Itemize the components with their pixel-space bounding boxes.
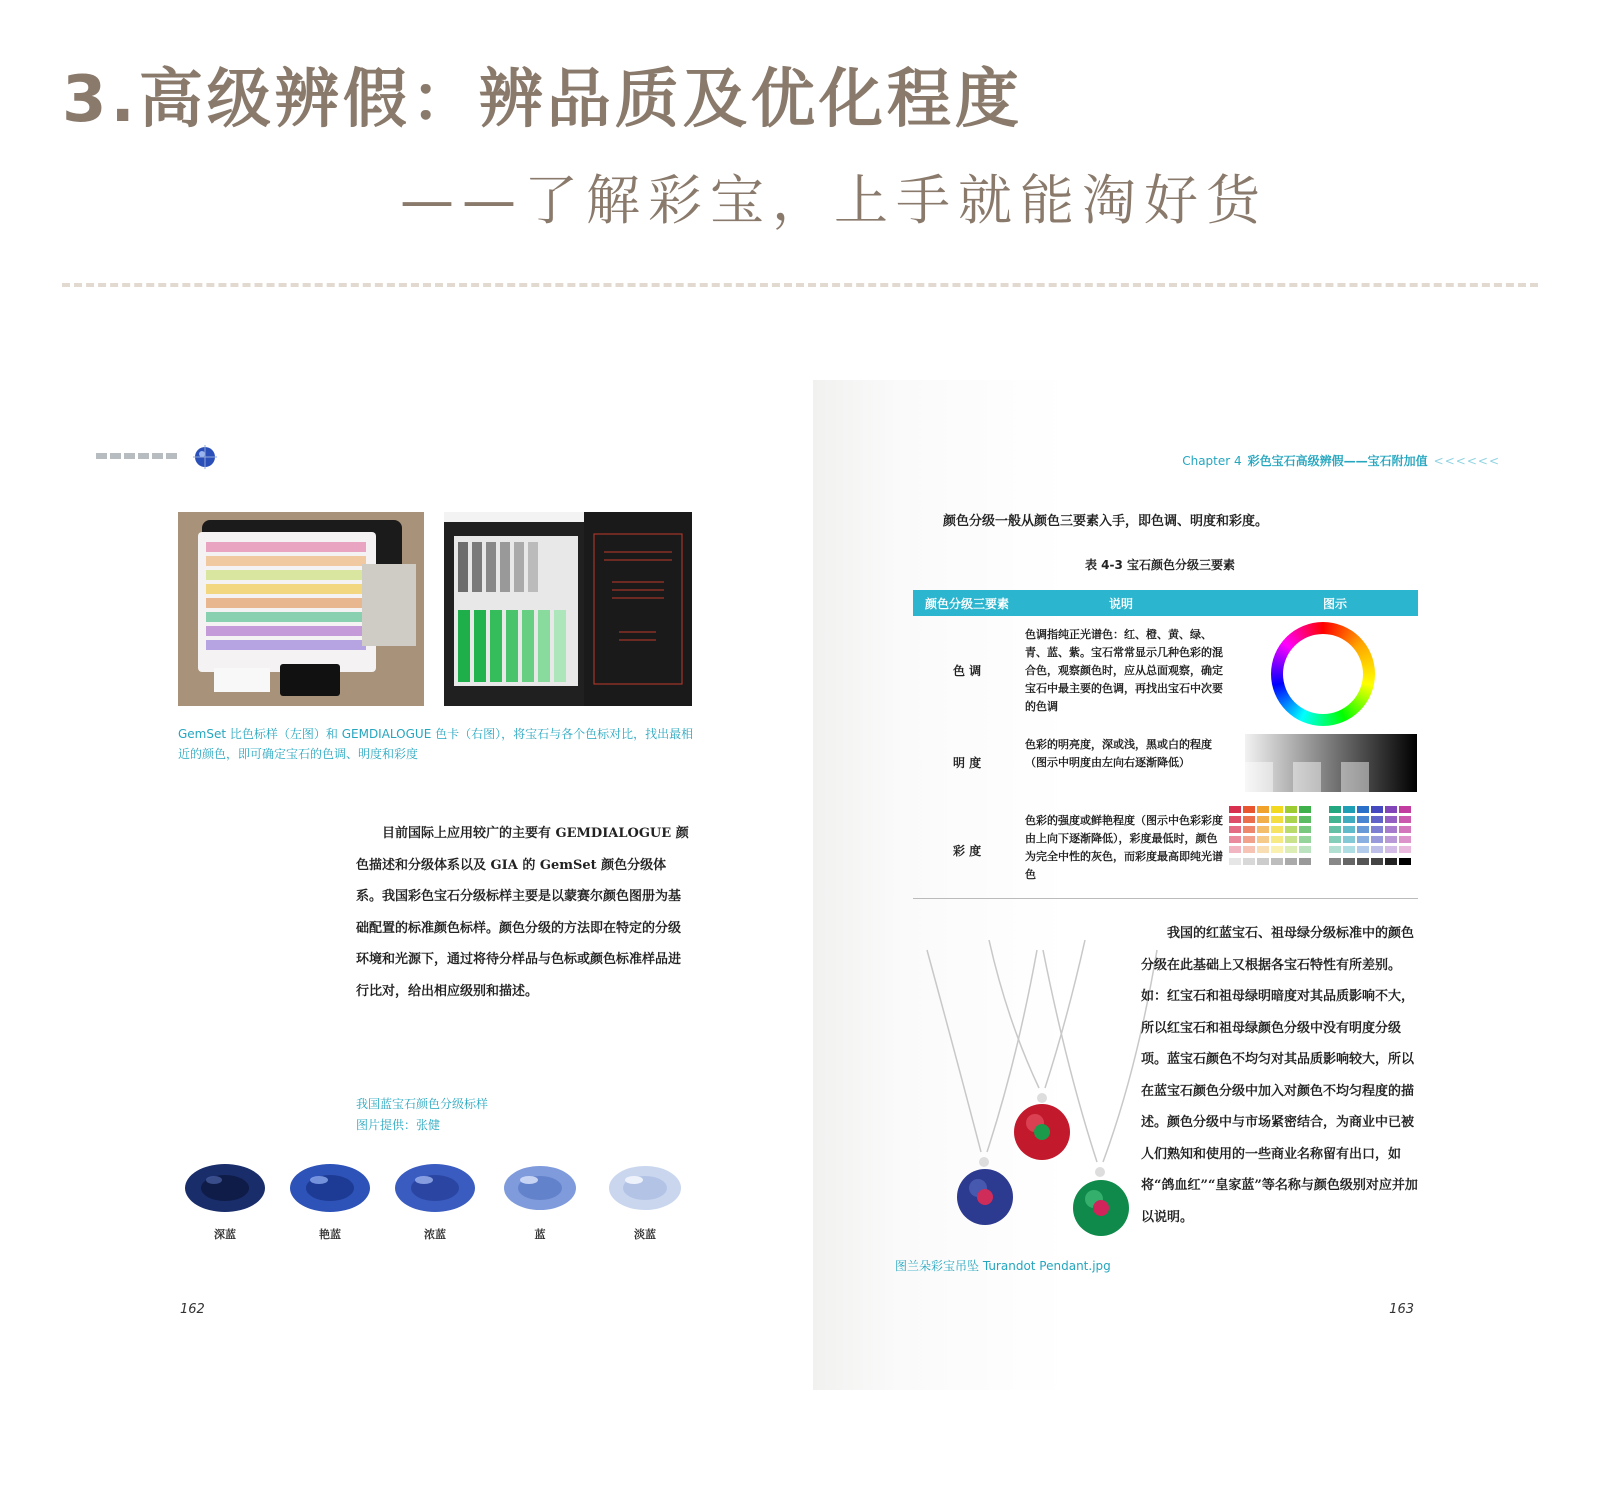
gem-grade-label: 艳蓝 xyxy=(319,1228,341,1241)
table-header-cell: 颜色分级三要素 xyxy=(925,596,1010,611)
right-body-paragraph: 我国的红蓝宝石、祖母绿分级标准中的颜色分级在此基础上又根据各宝石特性有所差别。如：红宝石和祖母绿明暗度对其品质影响不大，所以红宝石和祖母绿颜色分级中没有明度分级项。蓝宝石颜色不均匀对其品质影响较大，所以在蓝宝石颜色分级中加入对颜色不均匀程度的描述。颜色分级中与市场紧密结合，为商业中已被人们熟知和使用的一些商业名称留有出口，如将“鸽血红”“皇家蓝”等名称与颜色级别对应并加以说明。 xyxy=(1141,926,1418,1225)
hue-wheel-icon xyxy=(1271,622,1375,726)
gem-grade-vivid-blue xyxy=(285,1160,375,1242)
table-header-cell: 图示 xyxy=(1323,596,1348,611)
gem-grade-deep-blue xyxy=(180,1160,270,1242)
sapphire-badge-icon xyxy=(190,442,220,472)
sapphire-caption: 我国蓝宝石颜色分级标样 xyxy=(356,1097,489,1111)
sapphire-grade-row xyxy=(180,1160,700,1250)
decorative-bar xyxy=(96,453,177,459)
chapter-arrows: <<<<<< xyxy=(1433,453,1500,468)
left-page xyxy=(60,380,813,1390)
row-desc-chroma: 色彩的强度或鲜艳程度（图示中色彩彩度由上向下逐渐降低），彩度最低时，颜色为完全中性的灰色，而彩度最高即纯光谱色 xyxy=(1025,814,1223,881)
oval-gem-icon xyxy=(390,1160,480,1216)
book-spread xyxy=(60,380,1540,1390)
row-label-lightness: 明 度 xyxy=(953,756,982,770)
page-number-right: 163 xyxy=(1389,1302,1414,1317)
lightness-swatch xyxy=(1245,734,1417,792)
gem-grade-label: 蓝 xyxy=(534,1228,546,1241)
row-desc-hue: 色调指纯正光谱色：红、橙、黄、绿、青、蓝、紫。宝石常常显示几种色彩的混合色，观察颜色时，应从总面观察，确定宝石中最主要的色调，再找出宝石中次要的色调 xyxy=(1025,628,1223,713)
row-desc-lightness: 色彩的明亮度，深或浅，黑或白的程度（图示中明度由左向右逐渐降低） xyxy=(1025,738,1212,769)
table-title: 表 4-3 宝石颜色分级三要素 xyxy=(1085,558,1236,572)
oval-gem-icon xyxy=(180,1160,270,1216)
row-label-hue: 色 调 xyxy=(953,664,982,678)
gem-grade-label: 淡蓝 xyxy=(634,1228,656,1241)
oval-gem-icon xyxy=(285,1160,375,1216)
gemdialogue-photo xyxy=(444,512,692,706)
pendant-caption: 图兰朵彩宝吊坠 Turandot Pendant.jpg xyxy=(895,1259,1111,1273)
dashed-divider xyxy=(62,283,1538,287)
chapter-header xyxy=(1182,452,1500,469)
chroma-swatch-grid xyxy=(1229,806,1419,888)
color-intro: 颜色分级一般从颜色三要素入手，即色调、明度和彩度。 xyxy=(943,514,1269,529)
sub-heading: ——了解彩宝，上手就能淘好货 xyxy=(400,169,1268,232)
pendants-photo xyxy=(907,940,1167,1280)
page-number-left: 162 xyxy=(180,1302,205,1317)
table-bottom-rule xyxy=(913,898,1418,899)
right-page xyxy=(813,380,1540,1390)
photo-caption: GemSet 比色标样（左图）和 GEMDIALOGUE 色卡（右图），将宝石与各个色标对比，找出最相近的颜色，即可确定宝石的色调、明度和彩度 xyxy=(178,727,694,761)
gem-grade-light-blue xyxy=(600,1160,690,1242)
chapter-label: Chapter 4 xyxy=(1182,453,1242,468)
gem-grade-rich-blue xyxy=(390,1160,480,1242)
table-header-row xyxy=(913,590,1418,616)
oval-gem-icon xyxy=(495,1160,585,1216)
sapphire-credit: 图片提供：张健 xyxy=(356,1118,441,1132)
gem-grade-blue xyxy=(495,1160,585,1242)
gemset-photo xyxy=(178,512,424,706)
gem-grade-label: 浓蓝 xyxy=(424,1228,446,1241)
table-header-cell: 说明 xyxy=(1109,596,1134,611)
gem-grade-label: 深蓝 xyxy=(214,1228,236,1241)
oval-gem-icon xyxy=(600,1160,690,1216)
row-label-chroma: 彩 度 xyxy=(953,844,982,858)
main-heading: 3.高级辨假：辨品质及优化程度 xyxy=(62,63,1023,137)
chapter-title: 彩色宝石高级辨假——宝石附加值 xyxy=(1247,454,1428,468)
left-body-paragraph: 目前国际上应用较广的主要有 GEMDIALOGUE 颜色描述和分级体系以及 GIA 的 GemSet 颜色分级体系。我国彩色宝石分级标样主要是以蒙赛尔颜色图册为基础配置的标准颜色标样。颜色分级的方法即在特定的分级环境和光源下，通过将待分样品与色标或颜色标准样品进行比对，给出相应级别和描述。 xyxy=(356,826,689,999)
